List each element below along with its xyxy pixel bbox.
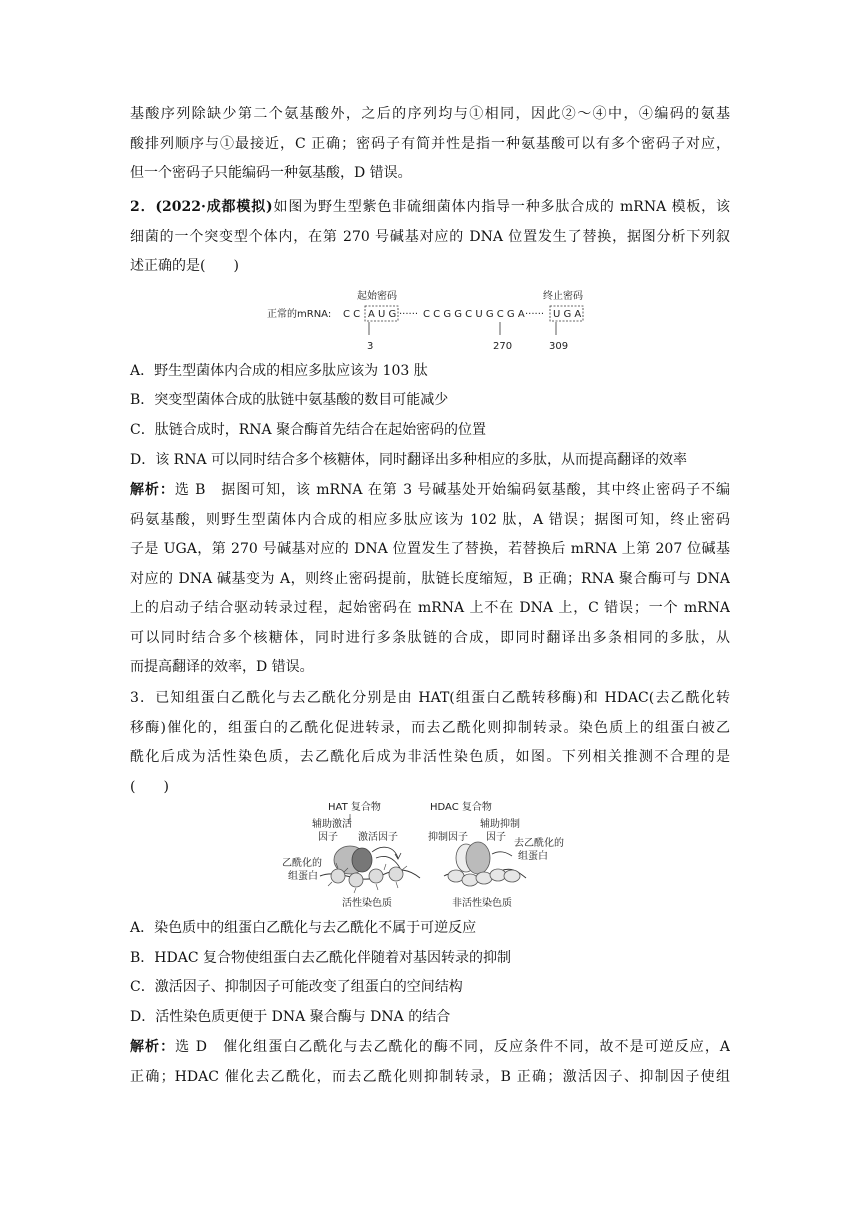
option-c: C．肽链合成时，RNA 聚合酶首先结合在起始密码的位置 bbox=[130, 422, 487, 438]
question-source: (2022·成都模拟) bbox=[155, 199, 273, 215]
text-line: 细菌的一个突变型个体内，在第 270 号碱基对应的 DNA 位置发生了替换，据图分析下列叙 bbox=[130, 228, 730, 245]
question-3-analysis bbox=[130, 1033, 730, 1092]
text-line: 码氨基酸，则野生型菌体内合成的相应多肽应该为 102 肽，A 错误；据图可知，终止密码 bbox=[130, 511, 730, 528]
analysis-label: 解析： bbox=[130, 1039, 176, 1055]
text-line: 基酸序列除缺少第二个氨基酸外，之后的序列均与①相同，因此②～④中，④编码的氨基 bbox=[130, 106, 730, 122]
text-line bbox=[130, 193, 730, 223]
position-309: 309 bbox=[549, 341, 569, 352]
aux-inhibitor-label-2: 因子 bbox=[486, 832, 506, 843]
option-a: A．染色质中的组蛋白乙酰化与去乙酰化不属于可逆反应 bbox=[130, 920, 477, 936]
middle-sequence: C C G G C U G C G A bbox=[423, 309, 525, 320]
text-line: 正确；HDAC 催化去乙酰化，而去乙酰化则抑制转录，B 正确；激活因子、抑制因子使组 bbox=[130, 1068, 730, 1085]
arrow-line bbox=[492, 852, 512, 856]
stop-codon-label: 终止密码 bbox=[543, 291, 583, 302]
analysis-text: 选 B 据图可知，该 mRNA 在第 3 号碱基处开始编码氨基酸，其中终止密码子不编 bbox=[174, 482, 730, 498]
chromatin-figure bbox=[280, 796, 600, 912]
analysis-label: 解析： bbox=[130, 482, 175, 498]
question-number: 2． bbox=[130, 199, 156, 215]
activator-shape bbox=[352, 848, 372, 872]
activator-label: 激活因子 bbox=[358, 832, 398, 843]
aux-activator-label-1: 辅助激活 bbox=[312, 819, 352, 830]
question-2-analysis bbox=[130, 476, 730, 683]
text-line: 上的启动子结合驱动转录过程，起始密码在 mRNA 上不在 DNA 上，C 错误；一个 mRNA bbox=[130, 600, 730, 616]
arrow-line bbox=[376, 856, 400, 868]
aux-activator-label-2: 因子 bbox=[318, 832, 338, 843]
mrna-figure bbox=[265, 287, 605, 357]
text-line: 酰化后成为活性染色质，去乙酰化后成为非活性染色质，如图。下列相关推测不合理的是 bbox=[130, 749, 730, 765]
ellipsis: ······ bbox=[399, 309, 419, 320]
option-b: B．HDAC 复合物使组蛋白去乙酰化伴随着对基因转录的抑制 bbox=[130, 950, 511, 966]
inhibitor-label: 抑制因子 bbox=[428, 832, 468, 843]
text-line: 但一个密码子只能编码一种氨基酸，D 错误。 bbox=[130, 165, 412, 181]
hat-complex-label: HAT 复合物 bbox=[328, 802, 381, 813]
text-line: 酸排列顺序与①最接近，C 正确；密码子有简并性是指一种氨基酸可以有多个密码子对应， bbox=[130, 135, 730, 152]
q1-analysis-tail bbox=[130, 100, 730, 189]
active-chromatin-label: 活性染色质 bbox=[342, 898, 392, 909]
option-d: D．活性染色质更便于 DNA 聚合酶与 DNA 的结合 bbox=[130, 1009, 451, 1025]
acetylated-histone-label-2: 组蛋白 bbox=[288, 871, 318, 882]
option-d: D．该 RNA 可以同时结合多个核糖体，同时翻译出多种相应的多肽，从而提高翻译的效率 bbox=[130, 452, 688, 468]
text-line: 子是 UGA，第 270 号碱基对应的 DNA 位置发生了替换，若替换后 mRNA 上第 207 位碱基 bbox=[130, 541, 730, 557]
text-line: 移酶)催化的，组蛋白的乙酰化促进转录，而去乙酰化则抑制转录。染色质上的组蛋白被乙 bbox=[130, 719, 730, 736]
position-start: 3 bbox=[367, 341, 374, 352]
analysis-text: 选 D 催化组蛋白乙酰化与去乙酰化的酶不同，反应条件不同，故不是可逆反应，A bbox=[175, 1039, 730, 1055]
hdac-complex-shape bbox=[466, 842, 490, 874]
option-a: A．野生型菌体内合成的相应多肽应该为 103 肽 bbox=[130, 363, 428, 379]
option-b: B．突变型菌体合成的肽链中氨基酸的数目可能减少 bbox=[130, 392, 449, 408]
sequence-prefix: C C bbox=[343, 309, 361, 320]
text-line: 对应的 DNA 碱基变为 A，则终止密码提前，肽链长度缩短，B 正确；RNA 聚合酶可与 DNA bbox=[130, 570, 730, 587]
text-line: ( ) bbox=[130, 778, 169, 795]
acetylated-histone-label-1: 乙酰化的 bbox=[282, 858, 322, 869]
text-line: 而提高翻译的效率，D 错误。 bbox=[130, 659, 314, 675]
aux-inhibitor-label-1: 辅助抑制 bbox=[480, 819, 520, 830]
normal-mrna-label: 正常的mRNA: bbox=[267, 309, 332, 320]
text-line bbox=[130, 476, 730, 506]
deacetylated-histone-label-2: 组蛋白 bbox=[518, 851, 548, 862]
text-line: 述正确的是( ) bbox=[130, 258, 239, 274]
start-codon-label: 起始密码 bbox=[357, 291, 397, 302]
position-270: 270 bbox=[493, 341, 513, 352]
start-codon: A U G bbox=[368, 309, 397, 320]
ellipsis: ······ bbox=[525, 309, 545, 320]
stop-codon: U G A bbox=[553, 309, 582, 320]
option-c: C．激活因子、抑制因子可能改变了组蛋白的空间结构 bbox=[130, 979, 463, 995]
hdac-complex-label: HDAC 复合物 bbox=[430, 802, 492, 813]
question-text: 如图为野生型紫色非硫细菌体内指导一种多肽合成的 mRNA 模板，该 bbox=[272, 199, 730, 215]
question-2-stem bbox=[130, 193, 730, 282]
inactive-chromatin-label: 非活性染色质 bbox=[452, 898, 512, 909]
text-line: 3．已知组蛋白乙酰化与去乙酰化分别是由 HAT(组蛋白乙酰转移酶)和 HDAC(去乙酰化转 bbox=[130, 690, 730, 706]
deacetylated-histone-label-1: 去乙酰化的 bbox=[514, 838, 564, 849]
question-3-stem bbox=[130, 684, 730, 802]
text-line: 可以同时结合多个核糖体，同时进行多条肽链的合成，即同时翻译出多条相同的多肽，从 bbox=[130, 629, 730, 646]
text-line bbox=[130, 1033, 730, 1063]
